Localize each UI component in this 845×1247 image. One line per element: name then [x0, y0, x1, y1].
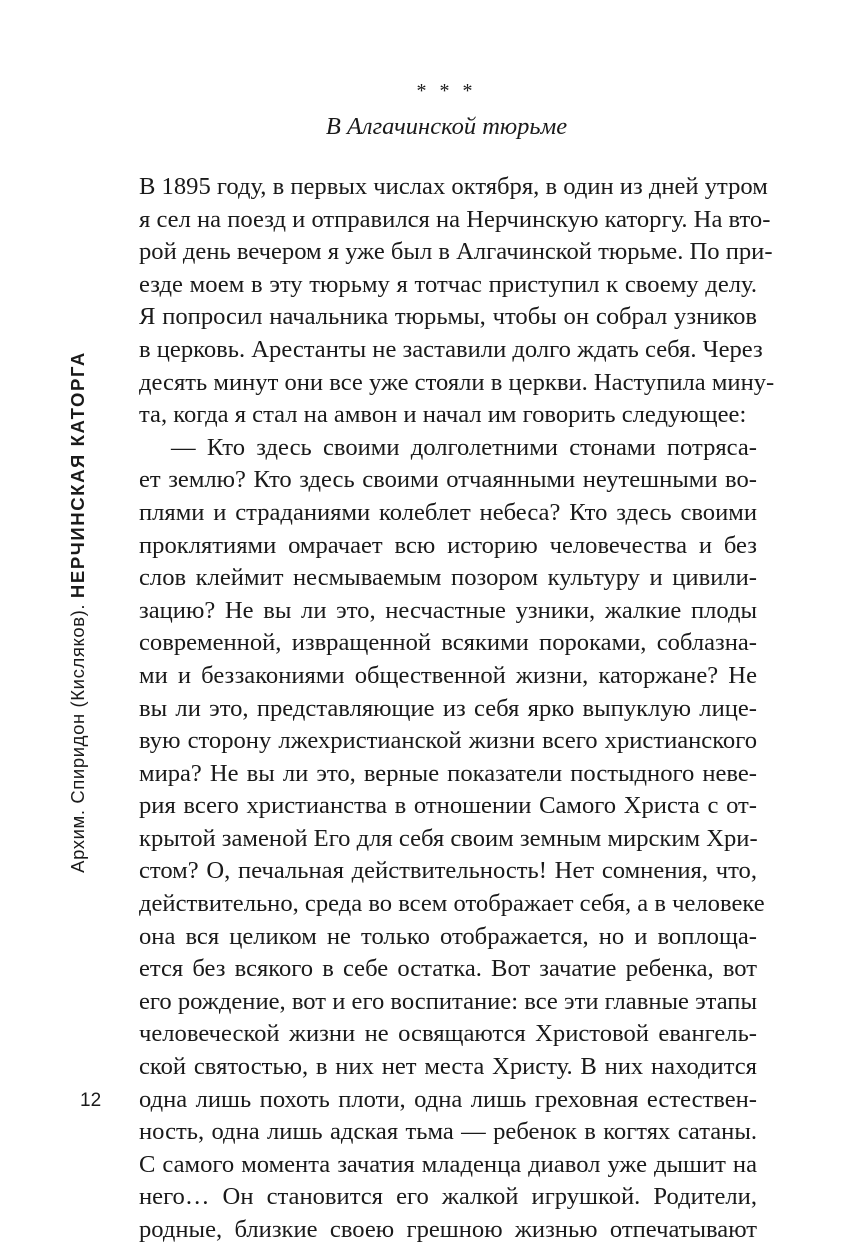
text-line: Я попросил начальника тюрьмы, чтобы он собрал узников	[139, 303, 757, 331]
text-line: проклятиями омрачает всю историю человечества и без	[139, 531, 757, 559]
text-line: современной, извращенной всякими пороками, соблазна-	[139, 629, 757, 657]
text-line: рой день вечером я уже был в Алгачинской тюрьме. По при-	[139, 238, 773, 266]
text-line: плями и страданиями колеблет небеса? Кто здесь своими	[139, 498, 757, 526]
running-head-title: НЕРЧИНСКАЯ КАТОРГА	[67, 351, 88, 599]
text-line: езде моем в эту тюрьму я тотчас приступил к своему делу.	[139, 270, 757, 298]
text-line: ность, одна лишь адская тьма — ребенок в когтях сатаны.	[139, 1118, 757, 1146]
text-line: в церковь. Арестанты не заставили долго ждать себя. Через	[139, 335, 763, 363]
text-line: ется без всякого в себе остатка. Вот зачатие ребенка, вот	[139, 955, 757, 983]
section-separator: * * *	[416, 80, 477, 102]
text-line: человеческой жизни не освящаются Христовой евангель-	[139, 1020, 757, 1048]
text-line: я сел на поезд и отправился на Нерчинскую каторгу. На вто-	[139, 205, 771, 233]
text-line: ет землю? Кто здесь своими отчаянными неутешными во-	[139, 466, 757, 494]
text-line: та, когда я стал на амвон и начал им говорить следующее:	[139, 401, 747, 429]
text-line: она вся целиком не только отображается, но и воплоща-	[139, 922, 757, 950]
text-line: вую сторону лжехристианской жизни всего христианского	[139, 727, 757, 755]
text-line: С самого момента зачатия младенца диавол уже дышит на	[139, 1150, 757, 1178]
text-line: В 1895 году, в первых числах октября, в один из дней утром	[139, 173, 768, 200]
text-line: родные, близкие своею грешною жизнью отпечатывают	[139, 1216, 757, 1243]
page-number: 12	[80, 1090, 102, 1111]
text-line: крытой заменой Его для себя своим земным мирским Хри-	[139, 824, 758, 852]
running-head	[63, 87, 93, 1137]
text-line: него… Он становится его жалкой игрушкой. Родители,	[139, 1183, 757, 1211]
body-text	[139, 171, 775, 1247]
text-line: ской святостью, в них нет места Христу. В них находится	[139, 1053, 757, 1081]
text-line: действительно, среда во всем отображает себя, а в человеке	[139, 890, 765, 918]
text-line: слов клеймит несмываемым позором культуру и цивили-	[139, 564, 757, 592]
section-title: В Алгачинской тюрьме	[325, 113, 568, 140]
text-line: одна лишь похоть плоти, одна лишь греховная естествен-	[139, 1085, 757, 1113]
text-line: вы ли это, представляющие из себя ярко выпуклую лице-	[139, 694, 757, 722]
text-line: десять минут они все уже стояли в церкви. Наступила мину-	[139, 368, 775, 396]
text-line: ми и беззакониями общественной жизни, каторжане? Не	[139, 661, 757, 689]
running-head-author: Архим. Спиридон (Кисляков).	[67, 603, 88, 873]
text-line: зацию? Не вы ли это, несчастные узники, жалкие плоды	[139, 596, 757, 624]
text-line: — Кто здесь своими долголетними стонами потряса-	[171, 433, 757, 461]
text-line: его рождение, вот и его воспитание: все эти главные этапы	[139, 987, 757, 1015]
text-line: мира? Не вы ли это, верные показатели постыдного неве-	[139, 759, 757, 787]
text-line: стом? О, печальная действительность! Нет сомнения, что,	[139, 857, 757, 885]
text-line: рия всего христианства в отношении Самого Христа с от-	[139, 792, 757, 820]
